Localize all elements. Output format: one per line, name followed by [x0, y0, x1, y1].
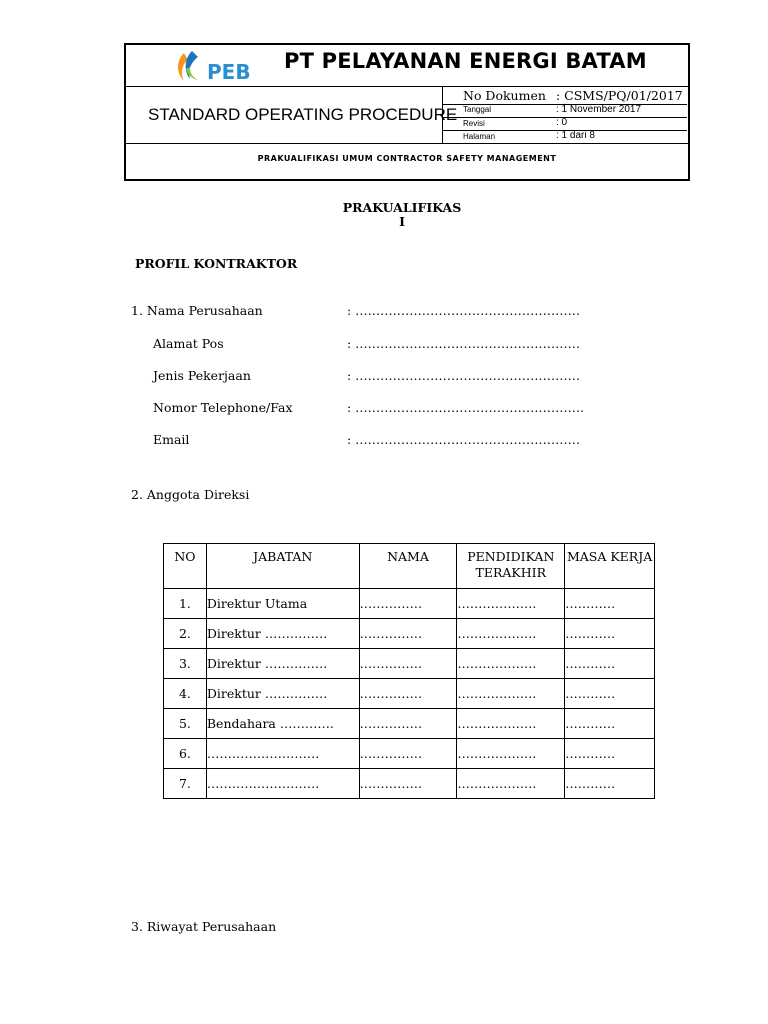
cell-nama: …………… — [359, 649, 457, 679]
document-title-line2: I — [399, 214, 405, 229]
cell-masa-kerja: ………… — [565, 769, 655, 799]
doc-page-value: : 1 dari 8 — [556, 130, 595, 141]
table-row — [164, 619, 655, 649]
doc-page-label: Halaman — [463, 132, 496, 141]
header-subject-row — [126, 144, 688, 179]
doc-number-value: : CSMS/PQ/01/2017 — [556, 88, 683, 103]
flame-logo-icon — [174, 49, 264, 83]
cell-masa-kerja: ………… — [565, 619, 655, 649]
table-row — [164, 679, 655, 709]
doc-date-label: Tanggal — [463, 105, 492, 114]
cell-masa-kerja: ………… — [565, 589, 655, 619]
field-label-work-type: Jenis Pekerjaan — [153, 368, 251, 383]
cell-no: 6. — [164, 739, 207, 769]
header-no: NO — [164, 544, 207, 589]
document-title-line1: PRAKUALIFIKAS — [342, 200, 462, 215]
field-label-phone-fax: Nomor Telephone/Fax — [153, 400, 293, 415]
cell-masa-kerja: ………… — [565, 739, 655, 769]
cell-pendidikan: ………………. — [457, 709, 565, 739]
cell-pendidikan: ………………. — [457, 619, 565, 649]
field-value-company-name: : ……………………………………………… — [347, 303, 581, 318]
cell-pendidikan: ………………. — [457, 679, 565, 709]
header-sop-row — [126, 87, 688, 144]
doc-revision-label: Revisi — [463, 119, 485, 128]
doc-revision-value: : 0 — [556, 117, 568, 128]
cell-masa-kerja: ………… — [565, 649, 655, 679]
section-heading-directors: 2. Anggota Direksi — [131, 487, 250, 502]
table-row — [164, 649, 655, 679]
company-logo — [174, 49, 264, 83]
cell-pendidikan: ………………. — [457, 739, 565, 769]
company-name: PT PELAYANAN ENERGI BATAM — [284, 49, 647, 73]
cell-nama: …………… — [359, 769, 457, 799]
cell-jabatan: Direktur …………… — [206, 649, 359, 679]
header-company-row — [126, 45, 688, 87]
table-row — [164, 709, 655, 739]
cell-jabatan: Direktur …………… — [206, 619, 359, 649]
header-pendidikan: PENDIDIKAN TERAKHIR — [457, 544, 565, 589]
header-masa-kerja: MASA KERJA — [565, 544, 655, 589]
field-value-email: : ……………………………………………… — [347, 432, 581, 447]
sop-title: STANDARD OPERATING PROCEDURE — [148, 105, 458, 124]
doc-page-row — [443, 131, 687, 143]
field-label-email: Email — [153, 432, 190, 447]
header-nama: NAMA — [359, 544, 457, 589]
cell-jabatan: Bendahara …………. — [206, 709, 359, 739]
cell-jabatan: ……………………… — [206, 739, 359, 769]
field-value-phone-fax: : ………………………………………………. — [347, 400, 585, 415]
cell-no: 5. — [164, 709, 207, 739]
cell-nama: …………… — [359, 589, 457, 619]
document-info-box — [442, 87, 687, 143]
document-header — [124, 43, 690, 181]
header-jabatan: JABATAN — [206, 544, 359, 589]
cell-no: 2. — [164, 619, 207, 649]
cell-pendidikan: ………………. — [457, 589, 565, 619]
field-value-address: : ……………………………………………… — [347, 336, 581, 351]
cell-nama: …………… — [359, 739, 457, 769]
cell-jabatan: Direktur Utama — [206, 589, 359, 619]
cell-nama: …………… — [359, 709, 457, 739]
table-row — [164, 739, 655, 769]
cell-jabatan: ……………………… — [206, 769, 359, 799]
cell-pendidikan: ………………. — [457, 649, 565, 679]
table-header-row — [164, 544, 655, 589]
cell-masa-kerja: ………… — [565, 709, 655, 739]
field-value-work-type: : ……………………………………………… — [347, 368, 581, 383]
cell-pendidikan: ………………. — [457, 769, 565, 799]
doc-date-value: : 1 November 2017 — [556, 104, 642, 115]
doc-number-label: No Dokumen — [463, 88, 546, 103]
cell-jabatan: Direktur …………… — [206, 679, 359, 709]
doc-number-row — [443, 87, 687, 105]
table-row — [164, 589, 655, 619]
cell-nama: …………… — [359, 679, 457, 709]
cell-no: 4. — [164, 679, 207, 709]
cell-masa-kerja: ………… — [565, 679, 655, 709]
cell-no: 1. — [164, 589, 207, 619]
table-row — [164, 769, 655, 799]
field-label-company-name: 1. Nama Perusahaan — [131, 303, 263, 318]
cell-nama: …………… — [359, 619, 457, 649]
directors-table — [163, 543, 655, 799]
cell-no: 3. — [164, 649, 207, 679]
section-heading-history: 3. Riwayat Perusahaan — [131, 919, 277, 934]
cell-no: 7. — [164, 769, 207, 799]
field-label-address: Alamat Pos — [153, 336, 224, 351]
document-subject: PRAKUALIFIKASI UMUM CONTRACTOR SAFETY MANAGEMENT — [257, 154, 557, 163]
logo-text: PEB — [207, 60, 251, 83]
section-heading-profil: PROFIL KONTRAKTOR — [135, 256, 298, 271]
